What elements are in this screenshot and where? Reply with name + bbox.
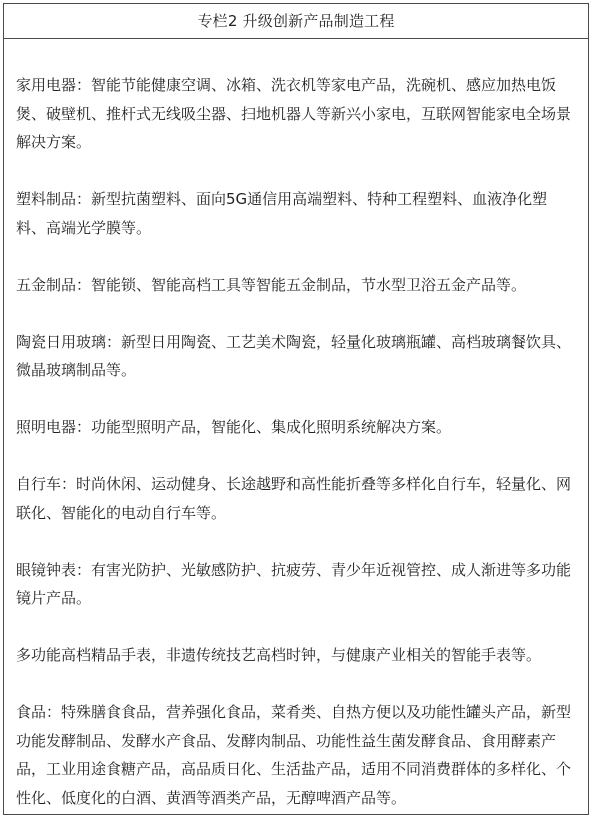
paragraph-lighting: 照明电器：功能型照明产品，智能化、集成化照明系统解决方案。	[16, 418, 452, 436]
column-box	[3, 3, 589, 815]
paragraph-bicycles: 自行车：时尚休闲、运动健身、长途越野和高性能折叠等多样化自行车，轻量化、网联化、智能化的电动自行车等。	[16, 475, 572, 522]
paragraph-plastics: 塑料制品：新型抗菌塑料、面向5G通信用高端塑料、特种工程塑料、血液净化塑料、高端光学膜等。	[16, 190, 548, 237]
paragraph-food: 食品：特殊膳食食品，营养强化食品，菜肴类、自热方便以及功能性罐头产品，新型功能发酵制品、发酵水产食品、发酵肉制品、功能性益生菌发酵食品、食用酵素产品，工业用途食糖产品，高品质日化、生活盐产品，适用不同消费群体的多样化、个性化、低度化的白酒、黄酒等酒类产品，无醇啤酒产品等。	[16, 703, 572, 807]
paragraph-home-appliances: 家用电器：智能节能健康空调、冰箱、洗衣机等家电产品，洗碗机、感应加热电饭煲、破壁机、推杆式无线吸尘器、扫地机器人等新兴小家电，互联网智能家电全场景解决方案。	[16, 76, 572, 151]
paragraph-watches: 多功能高档精品手表，非遗传统技艺高档时钟，与健康产业相关的智能手表等。	[16, 646, 542, 664]
column-content	[4, 39, 588, 812]
column-title: 专栏2 升级创新产品制造工程	[4, 4, 588, 39]
paragraph-ceramics-glass: 陶瓷日用玻璃：新型日用陶瓷、工艺美术陶瓷，轻量化玻璃瓶罐、高档玻璃餐饮具、微晶玻璃制品等。	[16, 332, 572, 379]
paragraph-hardware: 五金制品：智能锁、智能高档工具等智能五金制品，节水型卫浴五金产品等。	[16, 275, 527, 294]
paragraph-eyewear: 眼镜钟表：有害光防护、光敏感防护、抗疲劳、青少年近视管控、成人渐进等多功能镜片产品。	[16, 560, 572, 607]
